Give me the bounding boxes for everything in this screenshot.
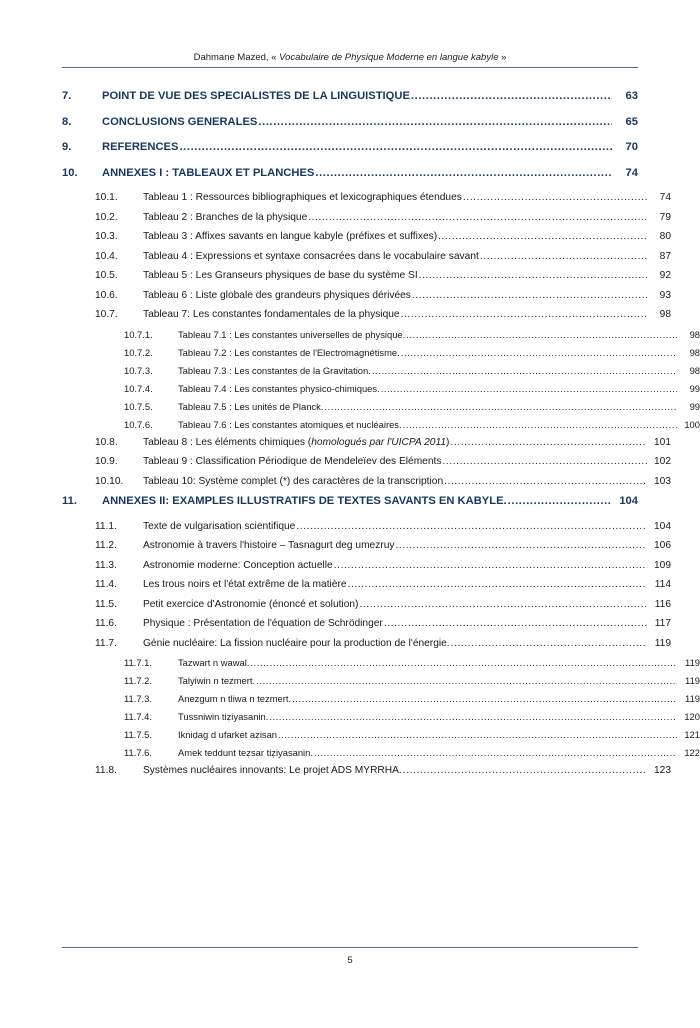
toc-entry-label: Astronomie moderne: Conception actuelle <box>143 559 333 571</box>
toc-entry-label: Talyiwin n tezmert. <box>178 675 256 686</box>
toc-leader-dots <box>296 521 647 532</box>
toc-entry-number: 10.1. <box>95 192 118 203</box>
toc-entry[interactable] <box>62 521 671 532</box>
toc-leader-dots <box>381 383 677 394</box>
toc-entry-page: 119 <box>685 693 700 704</box>
toc-leader-dots <box>419 270 647 281</box>
toc-entry-label-tail: ) <box>446 436 450 448</box>
toc-leader-dots <box>463 192 647 203</box>
toc-entry-page: 65 <box>625 115 638 128</box>
toc-entry-label: Amek teddunt teẓsar tiẓiyasanin. <box>178 747 313 758</box>
page-header <box>62 52 638 68</box>
toc-entry[interactable] <box>62 419 700 430</box>
toc-entry-number: 10.6. <box>95 289 118 301</box>
toc-entry-page: 99 <box>689 400 700 412</box>
toc-entry-number: 11.1. <box>95 520 117 532</box>
toc-entry-number: 11. <box>62 495 77 507</box>
toc-entry-number: 11.5. <box>95 598 117 610</box>
toc-leader-dots <box>403 765 647 776</box>
header-divider <box>62 67 638 68</box>
toc-entry[interactable] <box>62 90 638 102</box>
toc-entry-number: 10.7.4. <box>124 382 153 394</box>
toc-leader-dots <box>438 231 647 242</box>
toc-entry[interactable] <box>62 290 671 301</box>
toc-leader-dots <box>314 747 677 758</box>
toc-entry-number: 8. <box>62 115 72 128</box>
toc-entry-label: ANNEXES I : TABLEAUX ET PLANCHES <box>102 166 315 179</box>
toc-entry-page: 98 <box>659 309 671 320</box>
toc-entry-label: POINT DE VUE DES SPECIALISTES DE LA LINGUISTIQUE <box>102 90 410 102</box>
toc-leader-dots <box>256 675 677 686</box>
toc-entry-label: Tableau 5 : Les Granseurs physiques de base du système SI <box>143 270 418 281</box>
toc-entry-label: Tableau 1 : Ressources bibliographiques et lexicographiques étendues <box>143 192 462 203</box>
toc-entry-number: 11.2. <box>95 540 117 551</box>
toc-leader-dots <box>179 141 612 153</box>
toc-entry-label: Tableau 7.3 : Les constantes de la Gravitation. <box>178 364 371 376</box>
toc-entry-label: Astronomie à travers l'histoire – Tasnagurt deg umezruy <box>143 540 395 551</box>
toc-entry-number: 10.5. <box>95 270 118 281</box>
toc-entry-number: 10.7.1. <box>124 328 153 340</box>
toc-entry-page: 114 <box>654 579 671 590</box>
toc-entry-label-text: Tableau 8 : Les éléments chimiques ( <box>143 436 312 448</box>
toc-entry-page: 98 <box>689 364 700 376</box>
toc-entry[interactable] <box>62 270 671 281</box>
toc-entry-page: 99 <box>689 382 700 394</box>
toc-entry[interactable] <box>62 437 671 448</box>
toc-leader-dots <box>403 419 677 430</box>
toc-entry[interactable] <box>62 495 638 507</box>
toc-entry-page: 104 <box>654 520 671 532</box>
toc-leader-dots <box>395 540 647 551</box>
toc-leader-dots <box>444 476 647 487</box>
toc-leader-dots <box>372 365 677 376</box>
toc-leader-dots <box>359 599 647 610</box>
toc-entry-label: Tableau 10: Système complet (*) des caractères de la transcription <box>143 475 444 487</box>
toc-entry[interactable] <box>62 711 700 722</box>
toc-leader-dots <box>258 116 612 128</box>
toc-entry-number: 11.7.5. <box>124 729 152 740</box>
toc-entry-page: 121 <box>684 729 700 740</box>
toc-entry[interactable] <box>62 167 638 179</box>
toc-entry-number: 9. <box>62 141 72 153</box>
toc-entry[interactable] <box>62 383 700 394</box>
toc-entry[interactable] <box>62 540 671 551</box>
toc-entry-number: 10.7.3. <box>124 364 153 376</box>
toc-entry-number: 10.7.5. <box>124 400 153 412</box>
toc-leader-dots <box>406 329 677 340</box>
toc-leader-dots <box>384 618 647 629</box>
toc-entry-label: Tableau 7.6 : Les constantes atomiques et nucléaires. <box>178 418 402 430</box>
toc-entry-page: 93 <box>659 289 671 301</box>
toc-entry-number: 10.10. <box>95 475 124 487</box>
toc-entry-label: Tableau 7.4 : Les constantes physico-chimiques. <box>178 382 380 394</box>
toc-entry[interactable] <box>62 329 700 340</box>
toc-entry[interactable] <box>62 618 671 629</box>
toc-entry-page: 109 <box>654 559 671 571</box>
toc-entry[interactable] <box>62 141 638 153</box>
toc-entry-page: 98 <box>689 346 700 358</box>
toc-entry-page: 74 <box>625 166 638 179</box>
header-author: Dahmane Mazed, « <box>193 52 280 63</box>
toc-entry[interactable] <box>62 560 671 571</box>
toc-entry[interactable] <box>62 347 700 358</box>
toc-entry-label: Ikniḍag d ufarket aẓisan <box>178 729 278 740</box>
toc-entry-label-italic: homologués par l'UICPA 2011 <box>311 436 447 448</box>
toc-entry-label: Tableau 9 : Classification Périodique de Mendeleïev des Eléments <box>143 456 442 467</box>
toc-entry[interactable] <box>62 729 700 740</box>
toc-entry-number: 10.2. <box>95 211 118 223</box>
toc-entry-page: 100 <box>684 418 700 430</box>
toc-entry-label: Tussniwin tiẓiyasanin. <box>178 711 269 722</box>
toc-entry-label: ANNEXES II: EXAMPLES ILLUSTRATIFS DE TEXTES SAVANTS EN KABYLE. <box>102 495 507 507</box>
toc-entry[interactable] <box>62 675 700 686</box>
header-closing: » <box>498 52 507 63</box>
toc-entry-page: 122 <box>684 747 700 758</box>
toc-entry-page: 63 <box>625 90 638 102</box>
toc-leader-dots <box>401 347 677 358</box>
toc-entry-page: 103 <box>654 475 671 487</box>
toc-entry[interactable] <box>62 401 700 412</box>
toc-entry-page: 70 <box>625 141 638 153</box>
toc-entry-label: Texte de vulgarisation scientifique <box>143 520 296 532</box>
toc-leader-dots <box>308 212 647 223</box>
toc-leader-dots <box>508 495 612 507</box>
toc-leader-dots <box>269 711 677 722</box>
toc-entry-label: Physique : Présentation de l'équation de Schrödinger <box>143 618 383 629</box>
toc-entry-number: 11.7.4. <box>124 711 152 722</box>
toc-entry-page: 98 <box>689 328 700 340</box>
toc-entry-number: 11.7.1. <box>124 657 152 668</box>
toc-leader-dots <box>411 90 612 102</box>
toc-entry[interactable] <box>62 476 671 487</box>
toc-entry-label: Tableau 6 : Liste globale des grandeurs physiques dérivées <box>143 289 411 301</box>
toc-leader-dots <box>250 657 677 668</box>
toc-entry-number: 10. <box>62 166 78 179</box>
toc-entry-page: 119 <box>685 657 700 668</box>
toc-entry-page: 80 <box>659 231 671 242</box>
toc-entry[interactable] <box>62 638 671 649</box>
toc-entry-page: 87 <box>659 250 671 262</box>
toc-entry-page: 123 <box>654 765 671 776</box>
toc-entry[interactable] <box>62 599 671 610</box>
toc-entry-number: 11.8. <box>95 765 117 776</box>
toc-leader-dots <box>315 167 612 179</box>
header-title: Vocabulaire de Physique Moderne en langue kabyle <box>279 52 499 63</box>
toc-entry-label: Petit exercice d'Astronomie (énoncé et solution) <box>143 598 359 610</box>
toc-entry-number: 10.8. <box>95 436 118 448</box>
toc-leader-dots <box>442 456 647 467</box>
toc-entry[interactable] <box>62 231 671 242</box>
toc-leader-dots <box>412 290 647 301</box>
toc-entry[interactable] <box>62 765 671 776</box>
toc-entry-page: 101 <box>654 436 671 448</box>
toc-entry-label: Anezgum n tliwa n tezmert. <box>178 693 292 704</box>
toc-entry-label: Tableau 7: Les constantes fondamentales de la physique <box>143 309 400 320</box>
toc-entry-page: 119 <box>685 675 700 686</box>
toc-entry-label: Systèmes nucléaires innovants: Le projet ADS MYRRHA. <box>143 765 402 776</box>
toc-entry-label: Tableau 7.2 : Les constantes de l'Electromagnétisme. <box>178 346 400 358</box>
toc-entry-page: 104 <box>619 495 638 507</box>
toc-entry-page: 120 <box>684 711 700 722</box>
toc-entry-number: 11.7. <box>95 637 117 649</box>
toc-entry-label <box>143 437 449 448</box>
toc-entry-number: 10.4. <box>95 250 118 262</box>
toc-entry-number: 10.7.2. <box>124 346 153 358</box>
toc-entry[interactable] <box>62 365 700 376</box>
toc-entry-number: 7. <box>62 90 72 102</box>
table-of-contents <box>62 90 700 776</box>
toc-leader-dots <box>451 638 647 649</box>
toc-entry-label: Tableau 7.5 : Les unités de Planck. <box>178 400 324 412</box>
toc-entry[interactable] <box>62 747 700 758</box>
toc-entry-number: 11.7.6. <box>124 747 152 758</box>
toc-entry-number: 11.6. <box>95 618 117 629</box>
toc-entry[interactable] <box>62 693 700 704</box>
toc-entry-label: Tableau 3 : Affixes savants en langue kabyle (préfixes et suffixes) <box>143 231 438 242</box>
toc-entry-label: Génie nucléaire: La fission nucléaire pour la production de l'énergie. <box>143 637 450 649</box>
toc-entry[interactable] <box>62 212 671 223</box>
toc-entry-page: 116 <box>654 598 671 610</box>
toc-entry-page: 119 <box>654 637 671 649</box>
toc-entry-number: 11.7.3. <box>124 693 152 704</box>
toc-entry[interactable] <box>62 579 671 590</box>
toc-entry[interactable] <box>62 309 671 320</box>
toc-entry[interactable] <box>62 251 671 262</box>
toc-entry-number: 11.3. <box>95 559 117 571</box>
toc-leader-dots <box>401 309 647 320</box>
toc-leader-dots <box>292 693 677 704</box>
toc-entry-number: 10.9. <box>95 456 118 467</box>
toc-entry-label: Tableau 4 : Expressions et syntaxe consacrées dans le vocabulaire savant <box>143 250 479 262</box>
toc-entry-page: 102 <box>654 456 671 467</box>
toc-entry[interactable] <box>62 456 671 467</box>
page-footer <box>62 947 638 966</box>
toc-entry[interactable] <box>62 116 638 128</box>
toc-entry-number: 10.7.6. <box>124 418 153 430</box>
page-number: 5 <box>347 955 353 966</box>
toc-entry-number: 11.4. <box>95 579 117 590</box>
toc-entry[interactable] <box>62 192 671 203</box>
footer-divider <box>62 947 638 948</box>
toc-leader-dots <box>278 729 677 740</box>
toc-entry-label: Les trous noirs et l'état extrême de la matière <box>143 579 347 590</box>
toc-entry-label: Tableau 7.1 : Les constantes universelles de physique. <box>178 328 406 340</box>
toc-leader-dots <box>324 401 677 412</box>
toc-entry-number: 10.3. <box>95 231 118 242</box>
toc-entry-page: 79 <box>659 211 671 223</box>
toc-entry-label: Tazwart n wawal. <box>178 657 250 668</box>
toc-entry[interactable] <box>62 657 700 668</box>
toc-entry-page: 92 <box>659 270 671 281</box>
toc-entry-number: 10.7. <box>95 309 118 320</box>
toc-leader-dots <box>480 251 647 262</box>
toc-entry-page: 106 <box>654 540 671 551</box>
toc-entry-page: 117 <box>654 618 671 629</box>
toc-entry-label: CONCLUSIONS GENERALES <box>102 115 258 128</box>
toc-entry-number: 11.7.2. <box>124 675 152 686</box>
toc-entry-label: REFERENCES <box>102 141 179 153</box>
toc-entry-page: 74 <box>659 192 671 203</box>
toc-leader-dots <box>348 579 647 590</box>
toc-leader-dots <box>450 437 647 448</box>
toc-leader-dots <box>334 560 647 571</box>
toc-entry-label: Tableau 2 : Branches de la physique <box>143 211 308 223</box>
